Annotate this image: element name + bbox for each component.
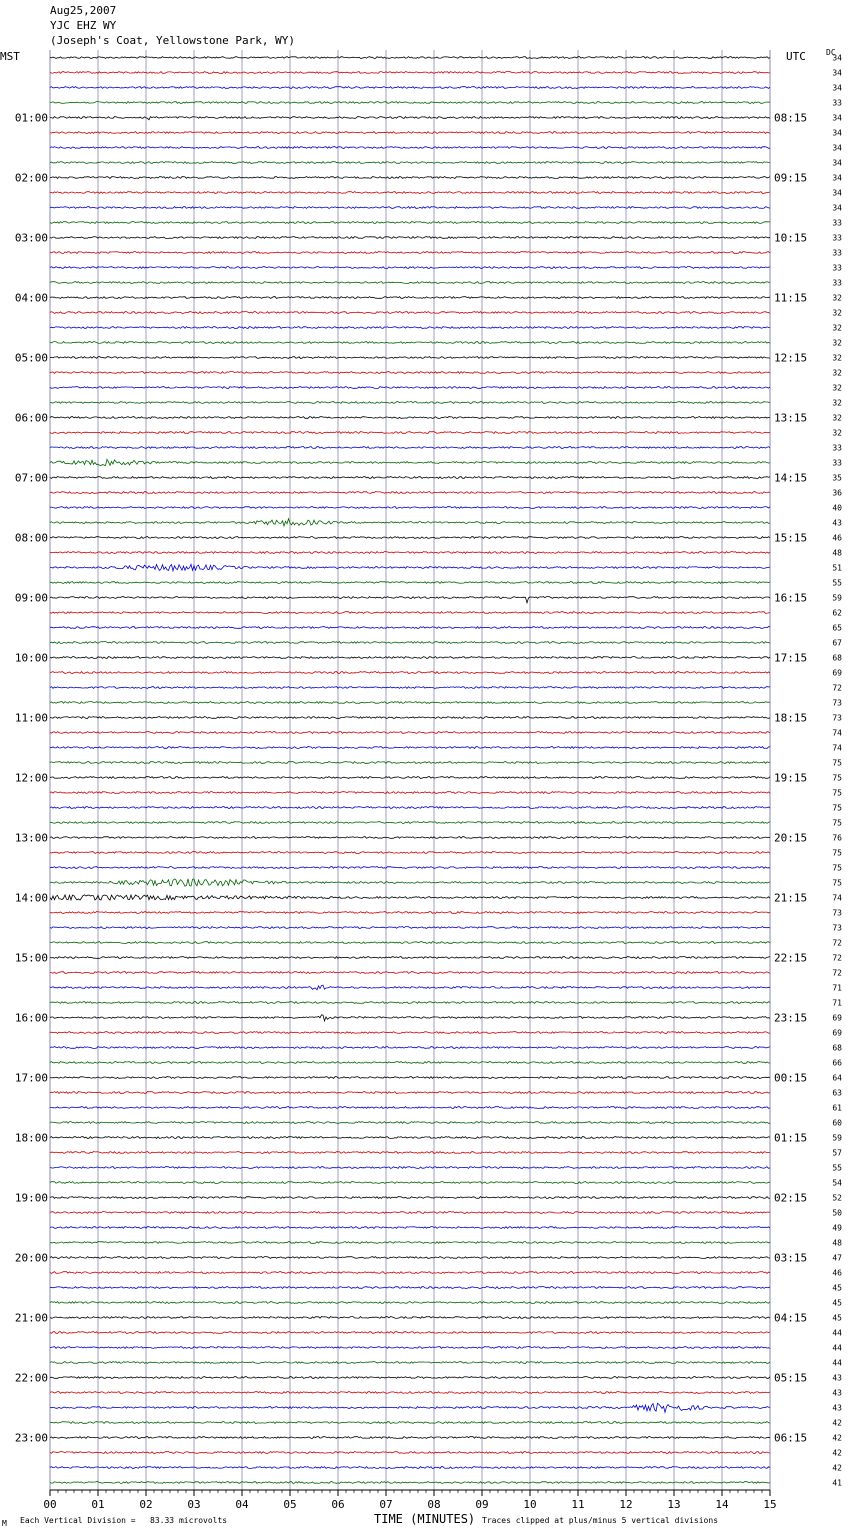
trace-line: [50, 657, 770, 659]
dc-value: 66: [832, 1058, 842, 1068]
trace-line: [50, 1152, 770, 1154]
dc-value: 33: [832, 458, 842, 468]
trace-line: [50, 747, 770, 749]
right-hour-label: 14:15: [774, 471, 808, 485]
left-hour-label: 16:00: [14, 1011, 48, 1025]
dc-value: 73: [832, 698, 842, 708]
dc-value: 40: [832, 503, 842, 513]
trace-line: [50, 177, 770, 179]
dc-value: 36: [832, 488, 842, 498]
dc-value: 33: [832, 248, 842, 258]
trace-line: [50, 1317, 770, 1319]
dc-value: 51: [832, 563, 842, 573]
dc-value: 73: [832, 923, 842, 933]
trace-line: [50, 1002, 770, 1004]
dc-value: 68: [832, 653, 842, 663]
trace-line: [50, 582, 770, 584]
dc-value: 46: [832, 1268, 842, 1278]
trace-line: [50, 297, 770, 299]
x-tick-label: 13: [667, 1498, 681, 1511]
dc-value: 32: [832, 428, 842, 438]
dc-value: 42: [832, 1433, 842, 1443]
left-hour-label: 09:00: [14, 591, 48, 605]
right-hour-label: 00:15: [774, 1071, 808, 1085]
dc-value: 33: [832, 263, 842, 273]
dc-value: 74: [832, 728, 842, 738]
dc-value: 75: [832, 818, 842, 828]
left-hour-label: 19:00: [14, 1191, 48, 1205]
dc-value: 34: [832, 188, 842, 198]
dc-value: 33: [832, 233, 842, 243]
scale-note: Each Vertical Division = 83.33 microvolts: [20, 1516, 228, 1525]
right-hour-label: 19:15: [774, 771, 808, 785]
trace-line: [50, 1137, 770, 1139]
dc-value: 52: [832, 1193, 842, 1203]
left-hour-label: 21:00: [14, 1311, 48, 1325]
dc-value: 48: [832, 548, 842, 558]
dc-value: 45: [832, 1298, 842, 1308]
dc-value: 44: [832, 1343, 842, 1353]
trace-lines: [50, 57, 770, 1484]
x-tick-label: 10: [523, 1498, 537, 1511]
dc-value: 34: [832, 143, 842, 153]
trace-line: [50, 1437, 770, 1439]
trace-line: [50, 387, 770, 389]
dc-value: 76: [832, 833, 842, 843]
trace-line: [50, 1092, 770, 1094]
dc-value: 32: [832, 338, 842, 348]
trace-line: [50, 1032, 770, 1034]
x-tick-label: 07: [379, 1498, 393, 1511]
dc-value: 43: [832, 1388, 842, 1398]
dc-column-label: DC: [826, 48, 836, 57]
trace-line: [50, 252, 770, 254]
x-tick-label: 15: [763, 1498, 777, 1511]
trace-line: [50, 357, 770, 359]
trace-line: [50, 867, 770, 869]
right-hour-label: 11:15: [774, 291, 808, 305]
dc-value: 34: [832, 68, 842, 78]
dc-value: 60: [832, 1118, 842, 1128]
trace-line: [50, 537, 770, 539]
trace-line: [50, 762, 770, 764]
trace-line: [50, 552, 770, 554]
trace-line: [50, 1347, 770, 1349]
dc-value: 71: [832, 983, 842, 993]
x-tick-label: 12: [619, 1498, 633, 1511]
left-hour-label: 23:00: [14, 1431, 48, 1445]
dc-value: 34: [832, 113, 842, 123]
dc-value: 43: [832, 1373, 842, 1383]
right-hour-label: 10:15: [774, 231, 808, 245]
dc-value: 32: [832, 323, 842, 333]
trace-line: [50, 1272, 770, 1274]
trace-line: [50, 612, 770, 614]
trace-line: [50, 222, 770, 224]
dc-value: 62: [832, 608, 842, 618]
trace-line: [50, 282, 770, 284]
x-tick-label: 11: [571, 1498, 585, 1511]
right-hour-label: 08:15: [774, 111, 808, 125]
dc-value: 63: [832, 1088, 842, 1098]
dc-value: 45: [832, 1283, 842, 1293]
trace-line: [50, 1107, 770, 1109]
trace-line: [50, 972, 770, 974]
dc-value: 32: [832, 383, 842, 393]
trace-line: [50, 985, 770, 990]
trace-line: [50, 72, 770, 74]
x-tick-label: 08: [427, 1498, 441, 1511]
left-hour-label: 05:00: [14, 351, 48, 365]
x-tick-label: 02: [139, 1498, 153, 1511]
left-hour-label: 22:00: [14, 1371, 48, 1385]
scale-mark: M: [2, 1519, 7, 1528]
trace-line: [50, 132, 770, 134]
trace-line: [50, 1122, 770, 1124]
dc-value: 33: [832, 98, 842, 108]
trace-line: [50, 912, 770, 914]
left-hour-label: 02:00: [14, 171, 48, 185]
trace-line: [50, 117, 770, 120]
trace-line: [50, 597, 770, 603]
trace-line: [50, 402, 770, 404]
x-axis-title: TIME (MINUTES): [374, 1512, 476, 1526]
trace-line: [50, 267, 770, 269]
left-hour-label: 01:00: [14, 111, 48, 125]
left-hour-label: 08:00: [14, 531, 48, 545]
left-hour-label: 17:00: [14, 1071, 48, 1085]
dc-value: 72: [832, 953, 842, 963]
trace-line: [50, 1302, 770, 1304]
trace-line: [50, 162, 770, 164]
dc-value: 68: [832, 1043, 842, 1053]
dc-value: 32: [832, 413, 842, 423]
dc-value: 73: [832, 908, 842, 918]
trace-line: [50, 1403, 770, 1412]
trace-line: [50, 957, 770, 959]
right-hour-label: 23:15: [774, 1011, 808, 1025]
trace-line: [50, 1167, 770, 1169]
trace-line: [50, 1467, 770, 1469]
dc-value: 45: [832, 1313, 842, 1323]
left-hour-label: 06:00: [14, 411, 48, 425]
right-hour-label: 04:15: [774, 1311, 808, 1325]
right-timezone-label: UTC: [786, 50, 806, 63]
dc-value: 34: [832, 53, 842, 63]
dc-value: 55: [832, 1163, 842, 1173]
dc-value: 75: [832, 758, 842, 768]
trace-line: [50, 237, 770, 239]
dc-value: 32: [832, 368, 842, 378]
right-hour-label: 06:15: [774, 1431, 808, 1445]
left-hour-label: 04:00: [14, 291, 48, 305]
dc-value: 54: [832, 1178, 842, 1188]
dc-value: 74: [832, 893, 842, 903]
trace-line: [50, 837, 770, 839]
trace-line: [50, 147, 770, 149]
trace-line: [50, 564, 770, 570]
trace-line: [50, 1047, 770, 1049]
right-hour-label: 01:15: [774, 1131, 808, 1145]
dc-value: 69: [832, 1013, 842, 1023]
dc-value: 50: [832, 1208, 842, 1218]
dc-value: 59: [832, 593, 842, 603]
dc-value: 42: [832, 1463, 842, 1473]
trace-line: [50, 1332, 770, 1334]
trace-line: [50, 1062, 770, 1064]
dc-value: 47: [832, 1253, 842, 1263]
trace-line: [50, 417, 770, 419]
x-tick-label: 06: [331, 1498, 345, 1511]
trace-line: [50, 207, 770, 209]
left-hour-label: 11:00: [14, 711, 48, 725]
dc-value: 64: [832, 1073, 842, 1083]
dc-value: 75: [832, 878, 842, 888]
left-hour-label: 10:00: [14, 651, 48, 665]
dc-value: 34: [832, 203, 842, 213]
dc-value: 33: [832, 278, 842, 288]
dc-value: 32: [832, 308, 842, 318]
trace-line: [50, 1422, 770, 1424]
right-hour-label: 15:15: [774, 531, 808, 545]
left-hour-label: 14:00: [14, 891, 48, 905]
dc-value: 44: [832, 1328, 842, 1338]
dc-value: 57: [832, 1148, 842, 1158]
dc-value: 32: [832, 398, 842, 408]
trace-line: [50, 1182, 770, 1184]
trace-line: [50, 822, 770, 824]
trace-line: [50, 852, 770, 854]
trace-line: [50, 642, 770, 644]
left-hour-label: 03:00: [14, 231, 48, 245]
dc-value: 72: [832, 683, 842, 693]
dc-value: 55: [832, 578, 842, 588]
right-hour-label: 13:15: [774, 411, 808, 425]
trace-line: [50, 627, 770, 629]
right-hour-label: 17:15: [774, 651, 808, 665]
trace-line: [50, 342, 770, 344]
dc-value: 43: [832, 518, 842, 528]
trace-line: [50, 1377, 770, 1379]
dc-value: 32: [832, 293, 842, 303]
trace-line: [50, 447, 770, 449]
station-location: (Joseph's Coat, Yellowstone Park, WY): [50, 34, 296, 47]
dc-value: 42: [832, 1448, 842, 1458]
dc-value: 71: [832, 998, 842, 1008]
trace-line: [50, 312, 770, 314]
dc-value: 61: [832, 1103, 842, 1113]
dc-value: 48: [832, 1238, 842, 1248]
left-hour-label: 18:00: [14, 1131, 48, 1145]
trace-line: [50, 432, 770, 434]
dc-value: 69: [832, 668, 842, 678]
left-hour-label: 12:00: [14, 771, 48, 785]
x-tick-label: 14: [715, 1498, 729, 1511]
x-tick-label: 00: [43, 1498, 57, 1511]
trace-line: [50, 1212, 770, 1214]
trace-line: [50, 192, 770, 194]
right-hour-label: 20:15: [774, 831, 808, 845]
trace-line: [50, 702, 770, 704]
trace-line: [50, 777, 770, 779]
trace-line: [50, 102, 770, 104]
dc-value: 49: [832, 1223, 842, 1233]
left-hour-label: 13:00: [14, 831, 48, 845]
dc-value: 41: [832, 1478, 842, 1488]
right-hour-label: 09:15: [774, 171, 808, 185]
trace-line: [50, 732, 770, 734]
trace-line: [50, 57, 770, 59]
trace-line: [50, 492, 770, 494]
trace-line: [50, 792, 770, 794]
right-hour-label: 05:15: [774, 1371, 808, 1385]
right-hour-label: 02:15: [774, 1191, 808, 1205]
trace-line: [50, 1362, 770, 1364]
trace-line: [50, 942, 770, 944]
dc-value: 34: [832, 128, 842, 138]
trace-line: [50, 1257, 770, 1259]
trace-line: [50, 519, 770, 526]
trace-line: [50, 927, 770, 929]
x-tick-label: 03: [187, 1498, 201, 1511]
station-code: YJC EHZ WY: [50, 19, 117, 32]
right-hour-label: 12:15: [774, 351, 808, 365]
left-hour-label: 15:00: [14, 951, 48, 965]
dc-value: 32: [832, 353, 842, 363]
dc-value: 69: [832, 1028, 842, 1038]
dc-value: 72: [832, 968, 842, 978]
dc-value: 33: [832, 443, 842, 453]
trace-line: [50, 507, 770, 509]
right-hour-label: 21:15: [774, 891, 808, 905]
recording-date: Aug25,2007: [50, 4, 117, 17]
dc-value: 34: [832, 158, 842, 168]
trace-line: [50, 687, 770, 689]
trace-line: [50, 1242, 770, 1244]
trace-line: [50, 879, 770, 886]
x-tick-label: 05: [283, 1498, 297, 1511]
right-hour-label: 16:15: [774, 591, 808, 605]
trace-line: [50, 1077, 770, 1079]
axis-labels: [15, 54, 842, 1512]
trace-line: [50, 1452, 770, 1454]
x-tick-label: 09: [475, 1498, 489, 1511]
trace-line: [50, 1227, 770, 1229]
trace-line: [50, 1197, 770, 1199]
x-tick-label: 01: [91, 1498, 105, 1511]
dc-value: 34: [832, 83, 842, 93]
dc-value: 34: [832, 173, 842, 183]
trace-line: [50, 87, 770, 89]
trace-line: [50, 672, 770, 674]
dc-value: 74: [832, 743, 842, 753]
trace-line: [50, 717, 770, 719]
dc-value: 73: [832, 713, 842, 723]
trace-line: [50, 895, 770, 900]
dc-value: 59: [832, 1133, 842, 1143]
trace-line: [50, 1482, 770, 1484]
dc-value: 75: [832, 788, 842, 798]
dc-value: 67: [832, 638, 842, 648]
trace-line: [50, 1015, 770, 1021]
clip-note: Traces clipped at plus/minus 5 vertical divisions: [482, 1516, 719, 1525]
x-tick-label: 04: [235, 1498, 249, 1511]
left-timezone-label: MST: [0, 50, 20, 63]
trace-line: [50, 477, 770, 479]
dc-value: 75: [832, 803, 842, 813]
trace-line: [50, 459, 770, 465]
right-hour-label: 18:15: [774, 711, 808, 725]
left-hour-label: 07:00: [14, 471, 48, 485]
right-hour-label: 03:15: [774, 1251, 808, 1265]
dc-value: 35: [832, 473, 842, 483]
left-hour-label: 20:00: [14, 1251, 48, 1265]
dc-value: 42: [832, 1418, 842, 1428]
dc-value: 44: [832, 1358, 842, 1368]
right-hour-label: 22:15: [774, 951, 808, 965]
dc-value: 75: [832, 773, 842, 783]
dc-value: 75: [832, 863, 842, 873]
dc-value: 46: [832, 533, 842, 543]
trace-line: [50, 807, 770, 809]
trace-line: [50, 1287, 770, 1289]
trace-line: [50, 372, 770, 374]
dc-value: 72: [832, 938, 842, 948]
dc-value: 65: [832, 623, 842, 633]
trace-line: [50, 327, 770, 329]
dc-value: 75: [832, 848, 842, 858]
dc-value: 33: [832, 218, 842, 228]
dc-value: 43: [832, 1403, 842, 1413]
trace-line: [50, 1392, 770, 1394]
